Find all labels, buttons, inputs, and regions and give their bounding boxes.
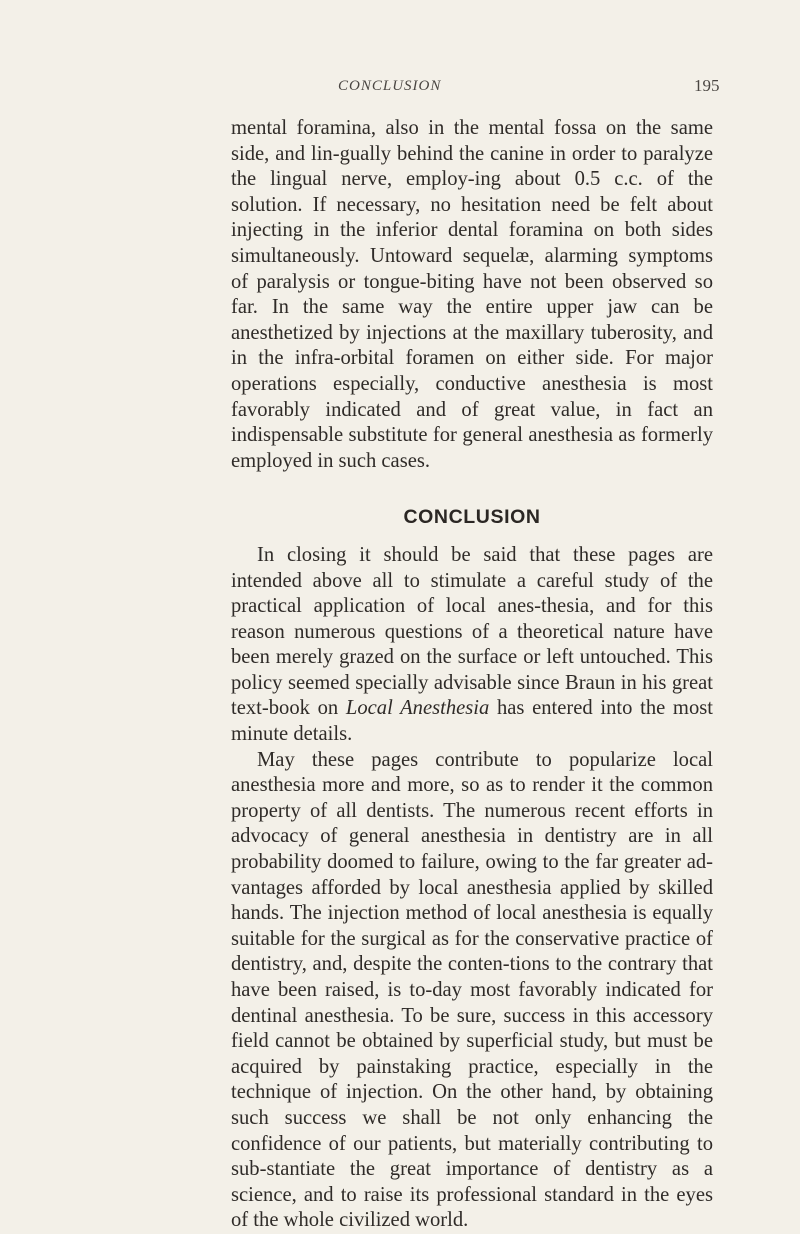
running-title: CONCLUSION — [338, 78, 442, 94]
running-head — [0, 78, 800, 102]
body-text — [231, 116, 713, 1234]
paragraph-final: May these pages contribute to popularize local anesthesia more and more, so as to render it the common property of all dentists. The numerous recent efforts in advocacy of general anesthesia in dentistry are in all probability doomed to failure, owing to the far greater ad-vantages afforded by local anesthesia applied by skilled hands. The injection method of local anesthesia is equally suitable for the surgical as for the conservative practice of dentistry, and, despite the conten-tions to the contrary that have been raised, is to-day most favorably indicated for dentinal anesthesia. To be sure, success in this accessory field cannot be obtained by superficial study, but must be acquired by painstaking practice, especially in the technique of injection. On the other hand, by obtaining such success we shall be not only enhancing the confidence of our patients, but materially contributing to sub-stantiate the great importance of dentistry as a science, and to raise its professional standard in the eyes of the whole civilized world. — [231, 748, 713, 1232]
section-heading: CONCLUSION — [403, 506, 541, 529]
paragraph-closing-text-end: has entered into the most minute details. — [231, 697, 713, 746]
paragraph-closing-text-start: In closing it should be said that these pages are intended above all to stimulate a careful study of the practical application of local anes-thesia, and for this reason numerous questions of a theoretical nature have been merely grazed on the surface or left untouched. This policy seemed specially advisable since Braun in his great text-book on — [231, 543, 713, 720]
paragraph-continuation: mental foramina, also in the mental fossa on the same side, and lin-gually behind the canine in order to paralyze the lingual nerve, employ-ing about 0.5 c.c. of the solution. If necessary, no hesitation need be felt about injecting in the inferior dental foramina on both sides simultaneously. Untoward sequelæ, alarming symptoms of paralysis or tongue-biting have not been observed so far. In the same way the entire upper jaw can be anesthetized by injections at the maxillary tuberosity, and in the infra-orbital foramen on either side. For major operations especially, conductive anesthesia is most favorably indicated and of great value, in fact an indispensable substitute for general anesthesia as formerly employed in such cases. — [231, 117, 713, 472]
paragraph-closing — [231, 543, 713, 748]
page-number: 195 — [694, 76, 720, 95]
book-title-italic: Local Anesthesia — [345, 697, 490, 720]
